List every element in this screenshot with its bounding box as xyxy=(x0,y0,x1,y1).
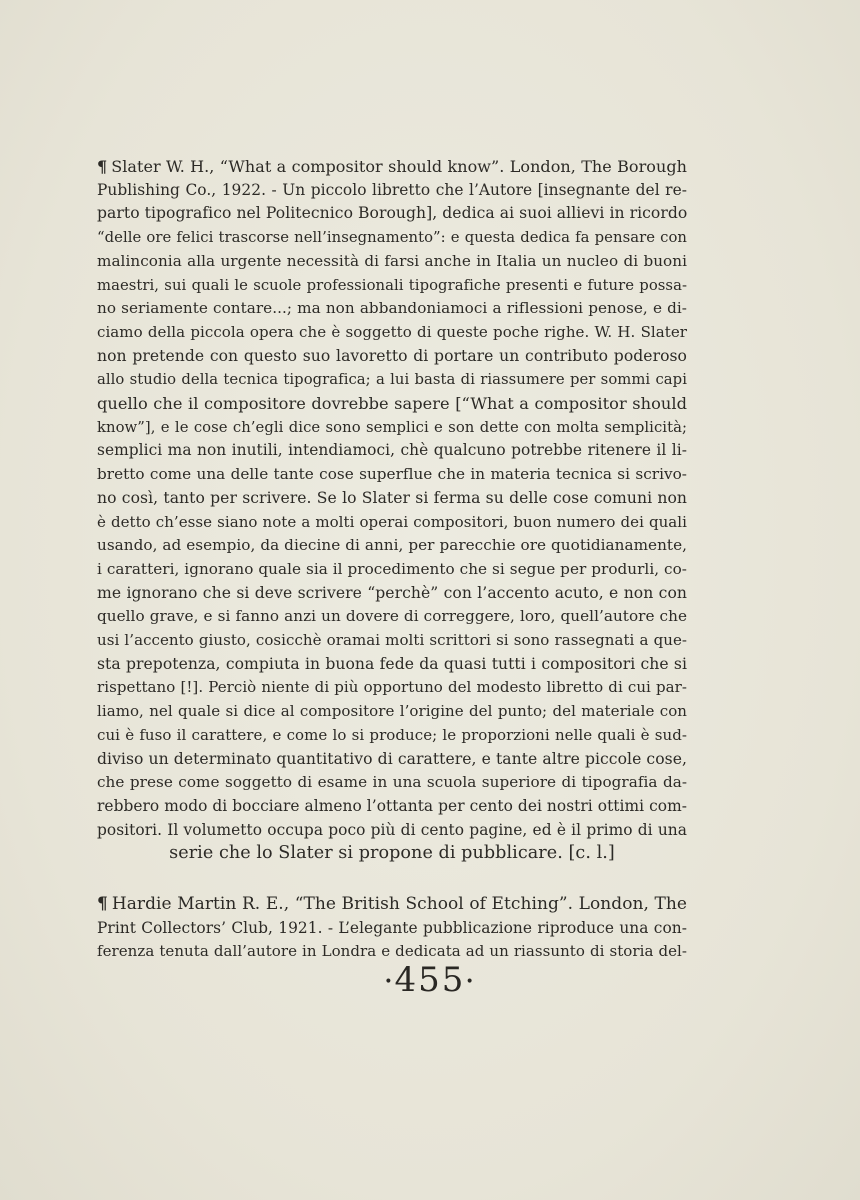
review-entry-hardie xyxy=(97,893,687,964)
page-number: •455• xyxy=(384,960,476,1000)
text-line: non pretende con questo suo lavoretto di portare un contributo poderoso xyxy=(97,346,687,365)
text-line: Publishing Co., 1922. - Un piccolo libretto che l’Autore [insegnante del re- xyxy=(97,180,687,199)
text-line: semplici ma non inutili, intendiamoci, chè qualcuno potrebbe ritenere il li- xyxy=(97,441,687,460)
text-line: positori. Il volumetto occupa poco più di cento pagine, ed è il primo di una xyxy=(97,820,687,839)
text-line: rebbero modo di bocciare almeno l’ottanta per cento dei nostri ottimi com- xyxy=(97,796,687,815)
text-line: ¶ Slater W. H., “What a compositor should know”. London, The Borough xyxy=(97,157,687,176)
text-line: che prese come soggetto di esame in una scuola superiore di tipografia da- xyxy=(97,773,687,792)
text-line: cui è fuso il carattere, e come lo si produce; le proporzioni nelle quali è sud- xyxy=(97,725,687,744)
text-line: me ignorano che si deve scrivere “perchè” con l’accento acuto, e non con xyxy=(97,583,687,602)
text-line: “delle ore felici trascorse nell’insegnamento”: e questa dedica fa pensare con xyxy=(97,229,687,247)
text-line: è detto ch’esse siano note a molti operai compositori, buon numero dei quali xyxy=(97,512,687,531)
text-line: ferenza tenuta dall’autore in Londra e dedicata ad un riassunto di storia del- xyxy=(97,942,687,961)
ornament-dot-icon: • xyxy=(465,974,476,990)
text-line: rispettano [!]. Perciò niente di più opportuno del modesto libretto di cui par- xyxy=(97,678,687,697)
text-line: parto tipografico nel Politecnico Borough], dedica ai suoi allievi in ricordo xyxy=(97,204,688,223)
paragraph-mark-icon: ¶ xyxy=(97,157,108,176)
text-line: bretto come una delle tante cose superflue che in materia tecnica si scrivo- xyxy=(97,465,687,484)
text-line: allo studio della tecnica tipografica; a lui basta di riassumere per sommi capi xyxy=(97,371,687,389)
text-line: usando, ad esempio, da diecine di anni, per parecchie ore quotidianamente, xyxy=(97,536,687,555)
text-line: quello che il compositore dovrebbe sapere [“What a compositor should xyxy=(97,394,687,414)
text-line: no così, tanto per scrivere. Se lo Slater si ferma su delle cose comuni non xyxy=(97,488,687,507)
text-line: know”], e le cose ch’egli dice sono semplici e son dette con molta semplicità; xyxy=(97,418,687,436)
paragraph-mark-icon: ¶ xyxy=(97,894,108,914)
text-line: no seriamente contare...; ma non abbandoniamoci a riflessioni penose, e di- xyxy=(97,299,687,318)
ornament-dot-icon: • xyxy=(384,974,395,990)
text-line: sta prepotenza, compiuta in buona fede da quasi tutti i compositori che si xyxy=(97,654,687,673)
review-entry-slater xyxy=(97,155,687,866)
text-line: malinconia alla urgente necessità di farsi anche in Italia un nucleo di buoni xyxy=(97,251,687,270)
text-line: diviso un determinato quantitativo di carattere, e tante altre piccole cose, xyxy=(97,749,687,768)
text-line: usi l’accento giusto, cosicchè oramai molti scrittori si sono rassegnati a que- xyxy=(97,631,687,650)
text-line: Print Collectors’ Club, 1921. - L’elegante pubblicazione riproduce una con- xyxy=(97,918,687,937)
text-line: i caratteri, ignorano quale sia il procedimento che si segue per produrli, co- xyxy=(97,559,687,578)
text-line: ciamo della piccola opera che è soggetto di queste poche righe. W. H. Slater xyxy=(97,322,687,341)
text-line: liamo, nel quale si dice al compositore l’origine del punto; del materiale con xyxy=(97,702,687,721)
text-line-last: serie che lo Slater si propone di pubblicare. [c. l.] xyxy=(169,843,615,864)
text-line: quello grave, e si fanno anzi un dovere di correggere, loro, quell’autore che xyxy=(97,607,687,626)
text-line: maestri, sui quali le scuole professionali tipografiche presenti e future possa- xyxy=(97,276,687,294)
text-line: ¶ Hardie Martin R. E., “The British School of Etching”. London, The xyxy=(97,894,687,914)
